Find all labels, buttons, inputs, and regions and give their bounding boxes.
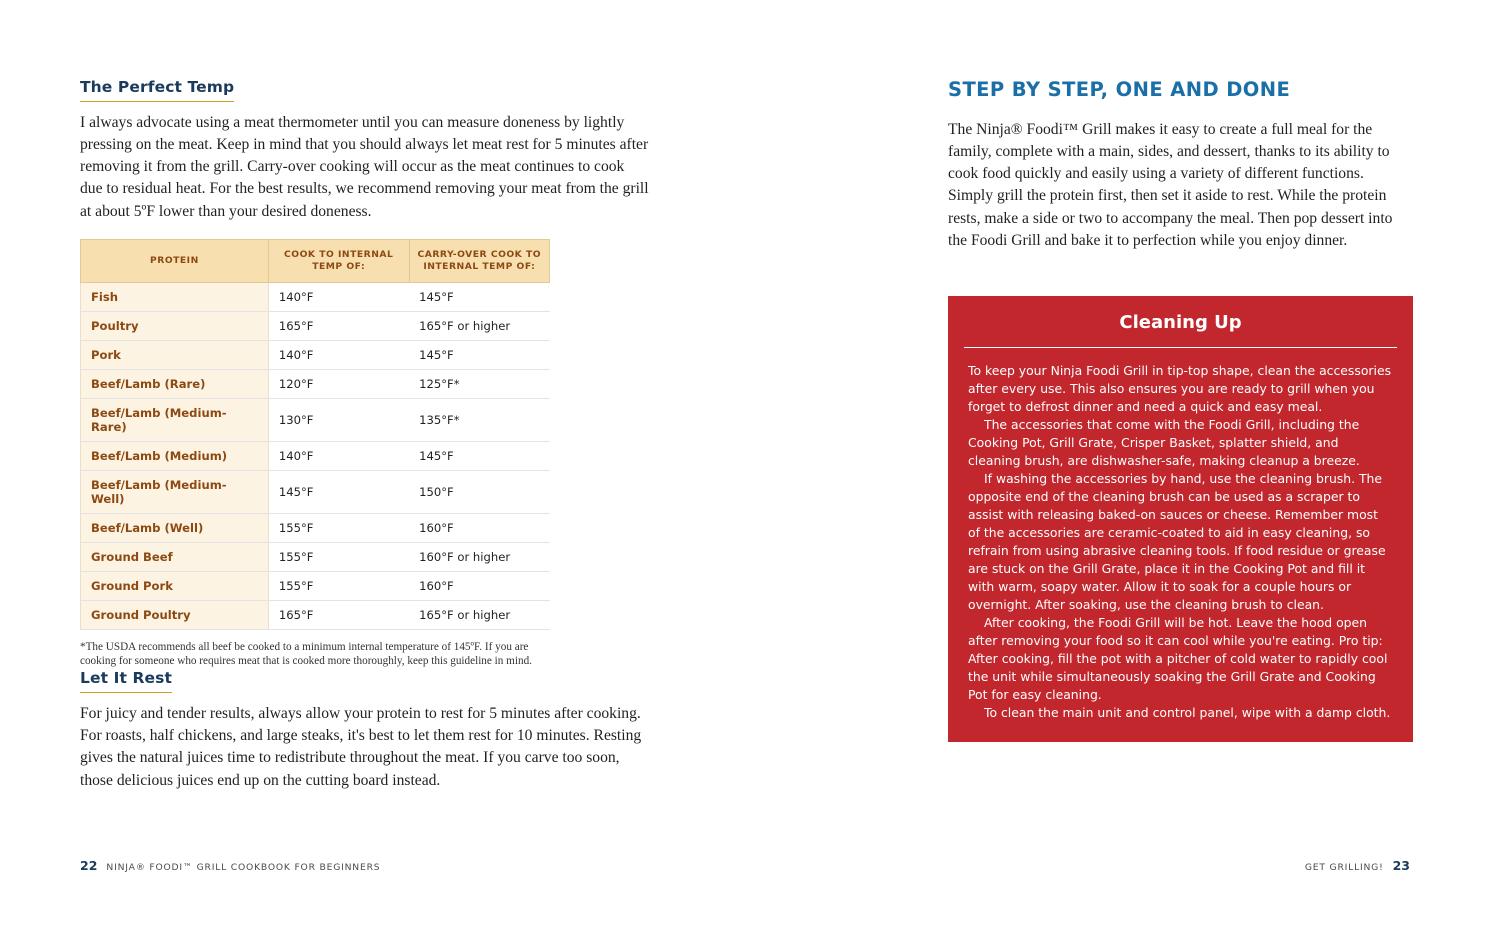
table-row — [81, 311, 550, 340]
section-intro-paragraph: The Ninja® Foodi™ Grill makes it easy to create a full meal for the family, complete with a main, sides, and dessert, thanks to its ability to cook food quickly and easily using a variety of different functions. Simply grill the protein first, then set it aside to rest. While the protein rests, make a side or two to accompany the meal. Then pop dessert into the Foodi Grill and bake it to perfection while you enjoy dinner. — [948, 121, 1393, 249]
column-header-carryover-temp: CARRY-OVER COOK TO INTERNAL TEMP OF: — [409, 239, 549, 282]
callout-title: Cleaning Up — [964, 296, 1397, 348]
table-header-row — [81, 239, 550, 282]
cell-carryover-temp: 145°F — [409, 282, 549, 311]
cell-protein: Ground Pork — [81, 571, 269, 600]
cell-cook-temp: 120°F — [268, 369, 409, 398]
left-page-footer — [80, 858, 380, 873]
cell-cook-temp: 140°F — [268, 282, 409, 311]
cell-carryover-temp: 160°F — [409, 571, 549, 600]
cell-protein: Beef/Lamb (Medium-Rare) — [81, 398, 269, 441]
table-row — [81, 600, 550, 629]
cell-protein: Pork — [81, 340, 269, 369]
column-header-cook-temp: COOK TO INTERNAL TEMP OF: — [268, 239, 409, 282]
cell-cook-temp: 165°F — [268, 600, 409, 629]
cell-cook-temp: 140°F — [268, 340, 409, 369]
cell-carryover-temp: 160°F — [409, 513, 549, 542]
cell-carryover-temp: 125°F* — [409, 369, 549, 398]
cell-cook-temp: 165°F — [268, 311, 409, 340]
right-page-footer — [1305, 858, 1410, 873]
table-row — [81, 571, 550, 600]
table-row — [81, 340, 550, 369]
cell-carryover-temp: 160°F or higher — [409, 542, 549, 571]
table-row — [81, 542, 550, 571]
table-row — [81, 470, 550, 513]
usda-footnote: *The USDA recommends all beef be cooked to a minimum internal temperature of 145ºF. If you are cooking for someone who requires meat that is cooked more thoroughly, keep this guideline in mind. — [80, 640, 532, 668]
temperature-table — [80, 239, 550, 630]
callout-body — [948, 348, 1413, 742]
cell-carryover-temp: 145°F — [409, 340, 549, 369]
let-it-rest-paragraph: For juicy and tender results, always allow your protein to rest for 5 minutes after cooking. For roasts, half chickens, and large steaks, it's best to let them rest for 10 minutes. Resting gives the natural juices time to redistribute throughout the meat. If you carve too soon, those delicious juices end up on the cutting board instead. — [80, 705, 642, 789]
callout-paragraph: After cooking, the Foodi Grill will be hot. Leave the hood open after removing your food so it can cool while you're eating. Pro tip: After cooking, fill the pot with a pitcher of cold water to rapidly cool the unit while simultaneously soaking the Grill Grate and Cooking Pot for easy cleaning. — [968, 614, 1388, 702]
table-row — [81, 282, 550, 311]
cell-cook-temp: 130°F — [268, 398, 409, 441]
cell-protein: Ground Beef — [81, 542, 269, 571]
cleaning-up-callout — [948, 296, 1413, 742]
callout-paragraph: If washing the accessories by hand, use the cleaning brush. The opposite end of the cleaning brush can be used as a scraper to assist with releasing baked-on sauces or cheese. Remember most of the accessories are ceramic-coated to aid in easy cleaning, so refrain from using abrasive cleaning tools. If food residue or grease are stuck on the Grill Grate, place it in the Cooking Pot and fill it with warm, soapy water. Allow it to soak for a couple hours or overnight. After soaking, use the cleaning brush to clean. — [968, 470, 1386, 612]
page-number-right: 23 — [1392, 858, 1410, 873]
cell-carryover-temp: 135°F* — [409, 398, 549, 441]
cell-protein: Fish — [81, 282, 269, 311]
cell-cook-temp: 155°F — [268, 542, 409, 571]
cell-protein: Beef/Lamb (Rare) — [81, 369, 269, 398]
page-number-left: 22 — [80, 858, 98, 873]
cell-cook-temp: 140°F — [268, 441, 409, 470]
running-head-right: GET GRILLING! — [1304, 862, 1384, 873]
table-row — [81, 441, 550, 470]
cell-cook-temp: 155°F — [268, 513, 409, 542]
table-row — [81, 398, 550, 441]
section-heading: STEP BY STEP, ONE AND DONE — [948, 78, 1291, 101]
callout-paragraph: To keep your Ninja Foodi Grill in tip-top shape, clean the accessories after every use. This also ensures you are ready to grill when you forget to defrost dinner and need a quick and easy meal. — [968, 362, 1392, 414]
perfect-temp-paragraph: I always advocate using a meat thermometer until you can measure doneness by lightly pressing on the meat. Keep in mind that you should always let meat rest for 5 minutes after removing it from the grill. Carry-over cooking will occur as the meat continues to cook due to residual heat. For the best results, we recommend removing your meat from the grill at about 5ºF lower than your desired doneness. — [80, 114, 649, 220]
table-row — [81, 513, 550, 542]
cell-protein: Beef/Lamb (Well) — [81, 513, 269, 542]
cell-cook-temp: 145°F — [268, 470, 409, 513]
cell-protein: Poultry — [81, 311, 269, 340]
cell-protein: Beef/Lamb (Medium) — [81, 441, 269, 470]
cell-carryover-temp: 165°F or higher — [409, 311, 549, 340]
column-header-protein: PROTEIN — [81, 239, 269, 282]
cell-protein: Ground Poultry — [81, 600, 269, 629]
cell-protein: Beef/Lamb (Medium-Well) — [81, 470, 269, 513]
perfect-temp-heading: The Perfect Temp — [80, 78, 234, 102]
callout-paragraph: The accessories that come with the Foodi Grill, including the Cooking Pot, Grill Grate, Crisper Basket, splatter shield, and cleaning brush, are dishwasher-safe, making cleanup a breeze. — [968, 416, 1360, 468]
cell-carryover-temp: 165°F or higher — [409, 600, 549, 629]
let-it-rest-heading: Let It Rest — [80, 669, 172, 693]
running-head-left: NINJA® FOODI™ GRILL COOKBOOK FOR BEGINNERS — [106, 862, 381, 873]
right-page — [750, 0, 1500, 925]
cell-carryover-temp: 150°F — [409, 470, 549, 513]
cell-cook-temp: 155°F — [268, 571, 409, 600]
callout-paragraph: To clean the main unit and control panel, wipe with a damp cloth. — [984, 704, 1391, 720]
table-row — [81, 369, 550, 398]
cell-carryover-temp: 145°F — [409, 441, 549, 470]
